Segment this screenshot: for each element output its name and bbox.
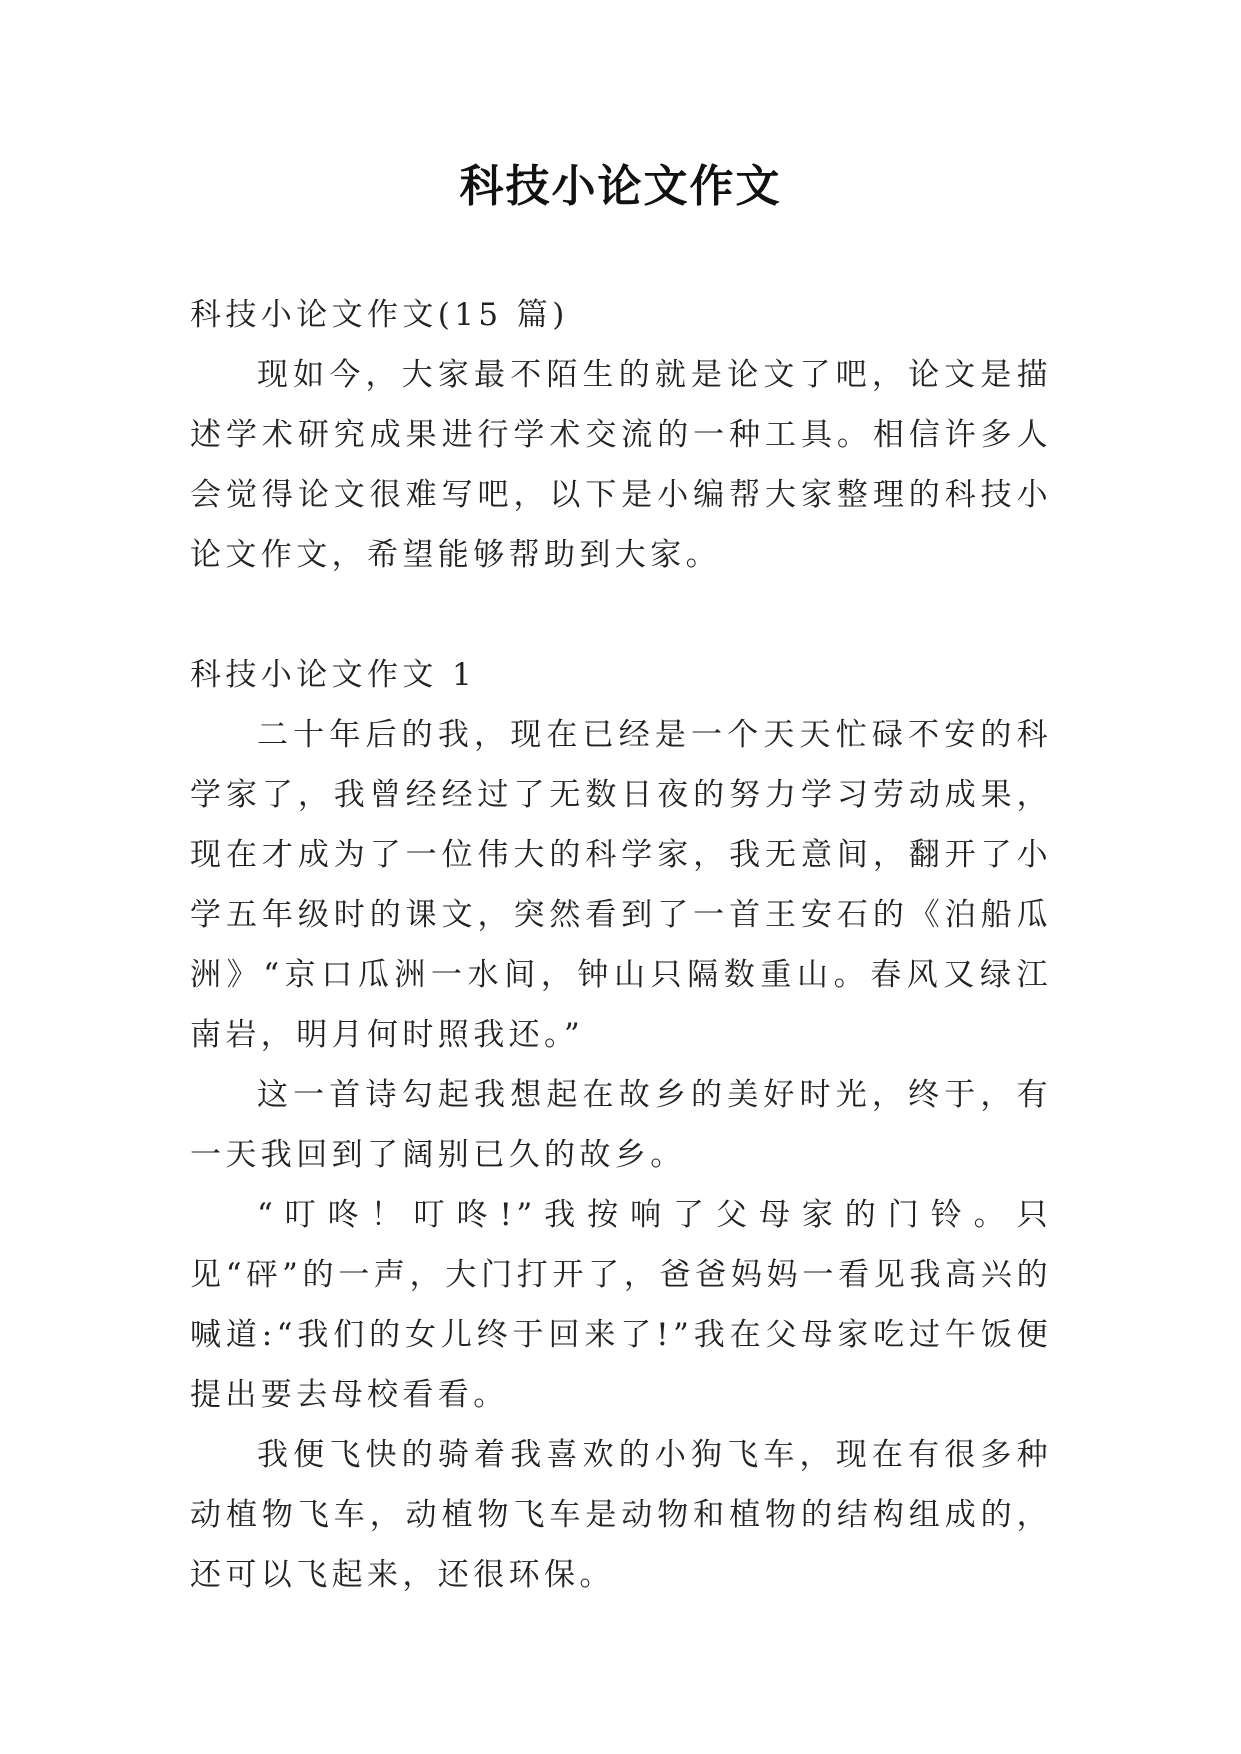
section-heading: 科技小论文作文 1 [190,657,477,693]
body-paragraph: “叮咚！叮咚!”我按响了父母家的门铃。只见“砰”的一声，大门打开了，爸爸妈妈一看见我高兴的喊道:“我们的女儿终于回来了!”我在父母家吃过午饭便提出要去母校看看。 [190,1197,1052,1413]
body-paragraph: 我便飞快的骑着我喜欢的小狗飞车，现在有很多种动植物飞车，动植物飞车是动物和植物的结构组成的，还可以飞起来，还很环保。 [190,1437,1052,1593]
body-paragraph: 这一首诗勾起我想起在故乡的美好时光，终于，有一天我回到了阔别已久的故乡。 [190,1077,1052,1173]
document-subtitle: 科技小论文作文(15 篇) [190,297,569,333]
intro-paragraph: 现如今，大家最不陌生的就是论文了吧，论文是描述学术研究成果进行学术交流的一种工具。相信许多人会觉得论文很难写吧，以下是小编帮大家整理的科技小论文作文，希望能够帮助到大家。 [190,357,1052,573]
document-body [190,285,1052,1605]
paragraph-gap [190,585,1052,645]
body-paragraph: 二十年后的我，现在已经是一个天天忙碌不安的科学家了，我曾经经过了无数日夜的努力学习劳动成果，现在才成为了一位伟大的科学家，我无意间，翻开了小学五年级时的课文，突然看到了一首王安石的《泊船瓜洲》“京口瓜洲一水间，钟山只隔数重山。春风又绿江南岩，明月何时照我还。” [190,717,1052,1053]
document-title: 科技小论文作文 [459,161,782,212]
